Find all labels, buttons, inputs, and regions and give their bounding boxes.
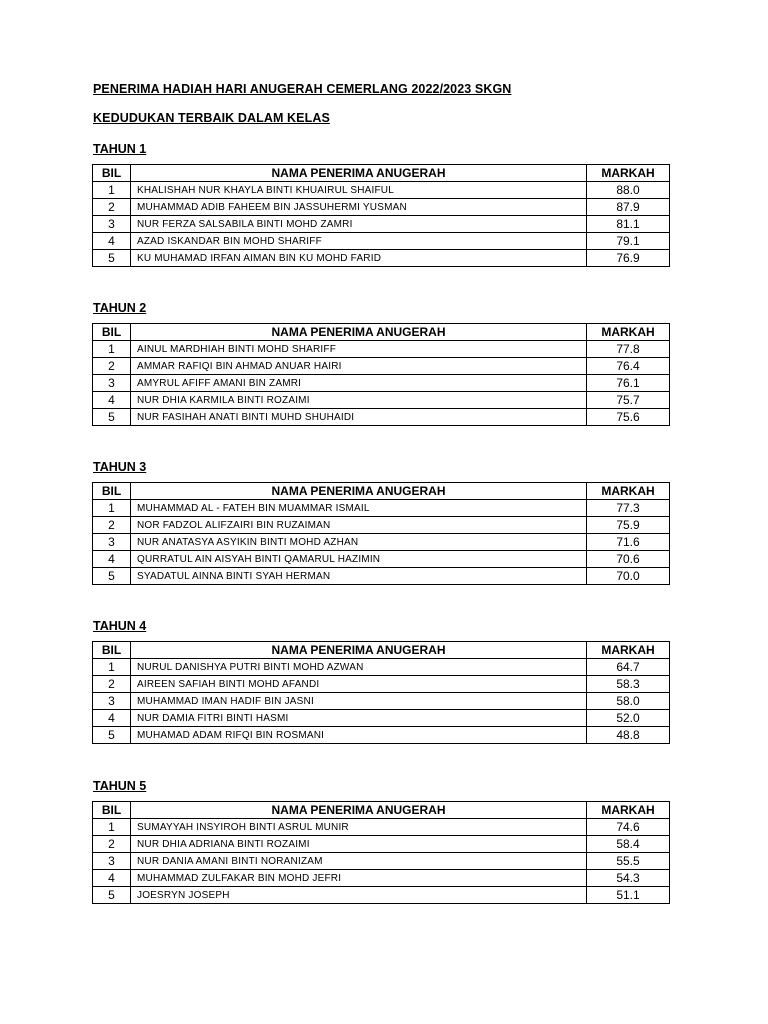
mark-value: 77.8: [587, 341, 670, 358]
award-table: [92, 323, 670, 426]
row-number: 2: [93, 358, 131, 375]
row-number: 4: [93, 551, 131, 568]
table-row: [93, 551, 670, 568]
row-number: 1: [93, 182, 131, 199]
document-title: PENERIMA HADIAH HARI ANUGERAH CEMERLANG 2022/2023 SKGN: [93, 82, 512, 96]
mark-value: 58.3: [587, 676, 670, 693]
table-row: [93, 870, 670, 887]
recipient-name: JOESRYN JOSEPH: [131, 887, 587, 904]
column-header-name: NAMA PENERIMA ANUGERAH: [131, 324, 587, 341]
column-header-bil: BIL: [93, 802, 131, 819]
table-row: [93, 836, 670, 853]
table-row: [93, 392, 670, 409]
column-header-bil: BIL: [93, 483, 131, 500]
row-number: 3: [93, 375, 131, 392]
column-header-mark: MARKAH: [587, 802, 670, 819]
column-header-bil: BIL: [93, 642, 131, 659]
table-row: [93, 676, 670, 693]
row-number: 3: [93, 216, 131, 233]
recipient-name: MUHAMAD ADAM RIFQI BIN ROSMANI: [131, 727, 587, 744]
table-row: [93, 500, 670, 517]
row-number: 2: [93, 517, 131, 534]
mark-value: 51.1: [587, 887, 670, 904]
recipient-name: NUR ANATASYA ASYIKIN BINTI MOHD AZHAN: [131, 534, 587, 551]
section-title: TAHUN 5: [93, 779, 147, 793]
mark-value: 76.4: [587, 358, 670, 375]
mark-value: 75.6: [587, 409, 670, 426]
table-row: [93, 887, 670, 904]
mark-value: 54.3: [587, 870, 670, 887]
award-table: [92, 641, 670, 744]
recipient-name: AIREEN SAFIAH BINTI MOHD AFANDI: [131, 676, 587, 693]
recipient-name: MUHAMMAD AL - FATEH BIN MUAMMAR ISMAIL: [131, 500, 587, 517]
column-header-name: NAMA PENERIMA ANUGERAH: [131, 642, 587, 659]
recipient-name: MUHAMMAD IMAN HADIF BIN JASNI: [131, 693, 587, 710]
award-table: [92, 801, 670, 904]
recipient-name: NUR DAMIA FITRI BINTI HASMI: [131, 710, 587, 727]
year-section: [92, 459, 669, 583]
recipient-name: MUHAMMAD ZULFAKAR BIN MOHD JEFRI: [131, 870, 587, 887]
row-number: 4: [93, 710, 131, 727]
row-number: 3: [93, 693, 131, 710]
table-header-row: [93, 483, 670, 500]
mark-value: 76.9: [587, 250, 670, 267]
row-number: 3: [93, 534, 131, 551]
row-number: 5: [93, 250, 131, 267]
recipient-name: AMMAR RAFIQI BIN AHMAD ANUAR HAIRI: [131, 358, 587, 375]
column-header-name: NAMA PENERIMA ANUGERAH: [131, 165, 587, 182]
table-row: [93, 534, 670, 551]
mark-value: 87.9: [587, 199, 670, 216]
recipient-name: NUR FERZA SALSABILA BINTI MOHD ZAMRI: [131, 216, 587, 233]
table-row: [93, 182, 670, 199]
mark-value: 77.3: [587, 500, 670, 517]
row-number: 5: [93, 887, 131, 904]
row-number: 3: [93, 853, 131, 870]
year-section: [92, 618, 669, 742]
table-row: [93, 853, 670, 870]
row-number: 4: [93, 392, 131, 409]
recipient-name: NUR DHIA KARMILA BINTI ROZAIMI: [131, 392, 587, 409]
table-row: [93, 819, 670, 836]
mark-value: 88.0: [587, 182, 670, 199]
row-number: 4: [93, 233, 131, 250]
recipient-name: NUR DANIA AMANI BINTI NORANIZAM: [131, 853, 587, 870]
column-header-mark: MARKAH: [587, 165, 670, 182]
recipient-name: NOR FADZOL ALIFZAIRI BIN RUZAIMAN: [131, 517, 587, 534]
mark-value: 75.7: [587, 392, 670, 409]
table-row: [93, 710, 670, 727]
mark-value: 74.6: [587, 819, 670, 836]
recipient-name: QURRATUL AIN AISYAH BINTI QAMARUL HAZIMIN: [131, 551, 587, 568]
mark-value: 81.1: [587, 216, 670, 233]
table-row: [93, 693, 670, 710]
mark-value: 71.6: [587, 534, 670, 551]
row-number: 1: [93, 341, 131, 358]
recipient-name: SYADATUL AINNA BINTI SYAH HERMAN: [131, 568, 587, 585]
table-row: [93, 375, 670, 392]
section-title: TAHUN 2: [93, 301, 147, 315]
mark-value: 55.5: [587, 853, 670, 870]
section-title: TAHUN 4: [93, 619, 147, 633]
mark-value: 48.8: [587, 727, 670, 744]
table-row: [93, 659, 670, 676]
award-table: [92, 482, 670, 585]
mark-value: 70.0: [587, 568, 670, 585]
row-number: 1: [93, 659, 131, 676]
recipient-name: KHALISHAH NUR KHAYLA BINTI KHUAIRUL SHAIFUL: [131, 182, 587, 199]
mark-value: 58.4: [587, 836, 670, 853]
table-row: [93, 199, 670, 216]
recipient-name: AINUL MARDHIAH BINTI MOHD SHARIFF: [131, 341, 587, 358]
mark-value: 70.6: [587, 551, 670, 568]
recipient-name: NUR DHIA ADRIANA BINTI ROZAIMI: [131, 836, 587, 853]
row-number: 5: [93, 727, 131, 744]
recipient-name: AMYRUL AFIFF AMANI BIN ZAMRI: [131, 375, 587, 392]
recipient-name: NURUL DANISHYA PUTRI BINTI MOHD AZWAN: [131, 659, 587, 676]
table-header-row: [93, 165, 670, 182]
section-title: TAHUN 3: [93, 460, 147, 474]
table-row: [93, 568, 670, 585]
year-section: [92, 141, 669, 265]
row-number: 2: [93, 836, 131, 853]
column-header-mark: MARKAH: [587, 483, 670, 500]
year-section: [92, 300, 669, 424]
table-header-row: [93, 802, 670, 819]
document-subtitle: KEDUDUKAN TERBAIK DALAM KELAS: [93, 111, 330, 125]
row-number: 5: [93, 409, 131, 426]
mark-value: 75.9: [587, 517, 670, 534]
mark-value: 64.7: [587, 659, 670, 676]
recipient-name: KU MUHAMAD IRFAN AIMAN BIN KU MOHD FARID: [131, 250, 587, 267]
row-number: 1: [93, 500, 131, 517]
table-row: [93, 233, 670, 250]
table-row: [93, 358, 670, 375]
table-header-row: [93, 642, 670, 659]
column-header-mark: MARKAH: [587, 642, 670, 659]
row-number: 2: [93, 199, 131, 216]
row-number: 4: [93, 870, 131, 887]
table-row: [93, 409, 670, 426]
table-row: [93, 341, 670, 358]
column-header-name: NAMA PENERIMA ANUGERAH: [131, 483, 587, 500]
column-header-name: NAMA PENERIMA ANUGERAH: [131, 802, 587, 819]
table-row: [93, 216, 670, 233]
section-title: TAHUN 1: [93, 142, 147, 156]
table-row: [93, 250, 670, 267]
mark-value: 52.0: [587, 710, 670, 727]
row-number: 1: [93, 819, 131, 836]
column-header-mark: MARKAH: [587, 324, 670, 341]
recipient-name: AZAD ISKANDAR BIN MOHD SHARIFF: [131, 233, 587, 250]
mark-value: 79.1: [587, 233, 670, 250]
table-row: [93, 727, 670, 744]
column-header-bil: BIL: [93, 324, 131, 341]
row-number: 2: [93, 676, 131, 693]
recipient-name: MUHAMMAD ADIB FAHEEM BIN JASSUHERMI YUSMAN: [131, 199, 587, 216]
year-section: [92, 778, 669, 902]
mark-value: 58.0: [587, 693, 670, 710]
row-number: 5: [93, 568, 131, 585]
recipient-name: SUMAYYAH INSYIROH BINTI ASRUL MUNIR: [131, 819, 587, 836]
table-row: [93, 517, 670, 534]
mark-value: 76.1: [587, 375, 670, 392]
award-table: [92, 164, 670, 267]
table-header-row: [93, 324, 670, 341]
recipient-name: NUR FASIHAH ANATI BINTI MUHD SHUHAIDI: [131, 409, 587, 426]
column-header-bil: BIL: [93, 165, 131, 182]
